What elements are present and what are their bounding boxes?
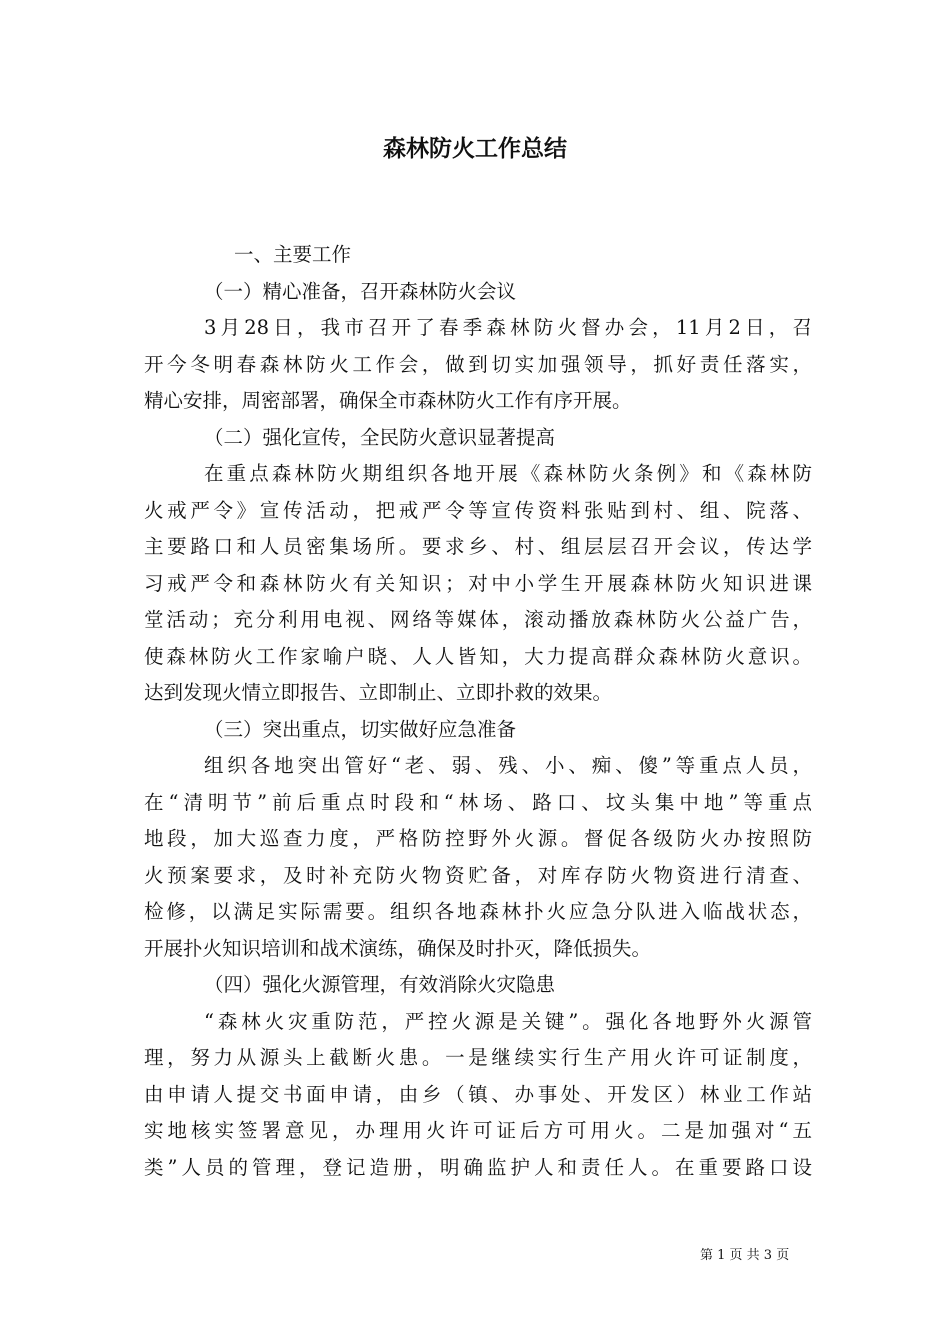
text-line: 火预案要求，及时补充防火物资贮备，对库存防火物资进行清查、 (144, 863, 812, 887)
subheading-3: （三）突出重点，切实做好应急准备 (204, 717, 517, 741)
text-line: 精心安排，周密部署，确保全市森林防火工作有序开展。 (144, 389, 632, 412)
subheading-1: （一）精心准备，召开森林防火会议 (204, 279, 517, 303)
text-line: 类”人员的管理，登记造册，明确监护人和责任人。在重要路口设 (144, 1155, 812, 1179)
text-line: 在重点森林防火期组织各地开展《森林防火条例》和《森林防 (204, 462, 812, 485)
section-heading: 一、主要工作 (234, 243, 352, 266)
subheading-4: （四）强化火源管理，有效消除火灾隐患 (204, 973, 556, 996)
text-line: 堂活动；充分利用电视、网络等媒体，滚动播放森林防火公益广告， (144, 608, 812, 631)
text-line: 开今冬明春森林防火工作会，做到切实加强领导，抓好责任落实， (144, 352, 812, 376)
document-body (144, 237, 812, 1186)
text-line: 火戒严令》宣传活动，把戒严令等宣传资料张贴到村、组、院落、 (144, 498, 812, 522)
text-line: 开展扑火知识培训和战术演练，确保及时扑灭，降低损失。 (144, 936, 652, 960)
text-line: 组织各地突出管好“老、弱、残、小、痴、傻”等重点人员， (204, 754, 812, 777)
text-line: 实地核实签署意见，办理用火许可证后方可用火。二是加强对“五 (144, 1119, 812, 1142)
text-line: “森林火灾重防范，严控火源是关键”。强化各地野外火源管 (204, 1009, 812, 1033)
text-line: 由申请人提交书面申请，由乡（镇、办事处、开发区）林业工作站 (144, 1082, 812, 1106)
text-line: 使森林防火工作家喻户晓、人人皆知，大力提高群众森林防火意识。 (144, 644, 812, 668)
document-title: 森林防火工作总结 (383, 136, 567, 162)
page-number: 第 1 页 共 3 页 (700, 1248, 790, 1263)
subheading-2: （二）强化宣传，全民防火意识显著提高 (204, 425, 556, 449)
text-line: 在“清明节”前后重点时段和“林场、路口、坟头集中地”等重点 (144, 790, 812, 814)
text-line: 检修，以满足实际需要。组织各地森林扑火应急分队进入临战状态， (144, 900, 812, 923)
text-line: 主要路口和人员密集场所。要求乡、村、组层层召开会议，传达学 (144, 535, 812, 558)
text-line: 达到发现火情立即报告、立即制止、立即扑救的效果。 (144, 681, 613, 704)
text-line: 地段，加大巡查力度，严格防控野外火源。督促各级防火办按照防 (144, 827, 812, 850)
text-line: 3月28日，我市召开了春季森林防火督办会，11月2日，召 (204, 316, 812, 339)
text-line: 习戒严令和森林防火有关知识；对中小学生开展森林防火知识进课 (144, 571, 812, 595)
text-line: 理，努力从源头上截断火患。一是继续实行生产用火许可证制度， (144, 1046, 812, 1069)
